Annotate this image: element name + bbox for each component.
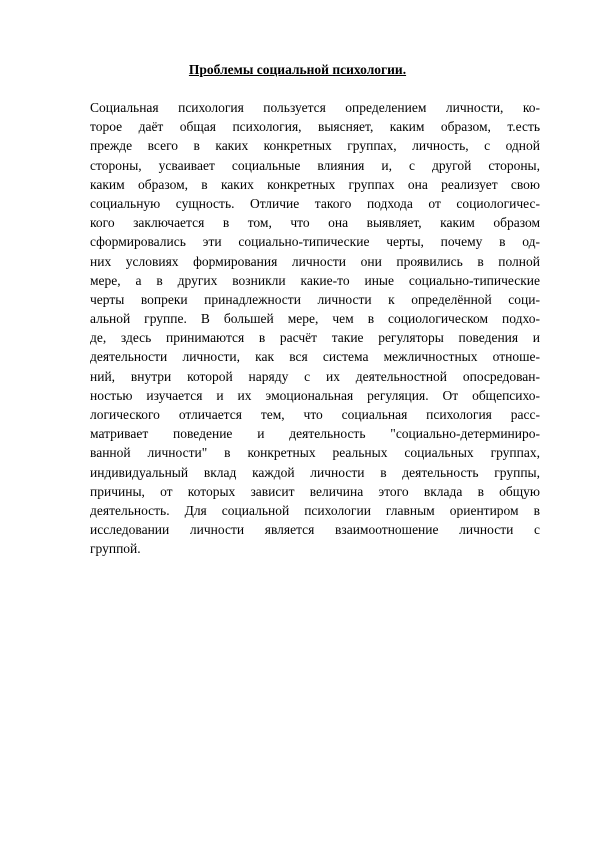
paragraph-line: матривает поведение и деятельность "социально-детерминиро- <box>90 426 540 442</box>
paragraph-line: группой. <box>90 541 141 557</box>
paragraph-line: мере, а в других возникли какие-то иные социально-типические <box>90 272 540 288</box>
paragraph-line: индивидуальный вклад каждой личности в деятельность группы, <box>90 464 540 480</box>
paragraph-line: де, здесь принимаются в расчёт такие регуляторы поведения и <box>90 330 540 346</box>
body-paragraph <box>90 98 540 559</box>
paragraph-line: ванной личности" в конкретных реальных социальных группах, <box>90 445 540 461</box>
page-title: Проблемы социальной психологии. <box>188 62 407 77</box>
paragraph-line: деятельность. Для социальной психологии главным ориентиром в <box>90 502 540 518</box>
paragraph-line: них условиях формирования личности они проявились в полной <box>90 253 540 269</box>
paragraph-line: ний, внутри которой наряду с их деятельностной опосредован- <box>90 368 540 384</box>
paragraph-line: ностью изучается и их эмоциональная регуляция. От общепсихо- <box>90 387 540 403</box>
paragraph-line: Социальная психология пользуется определением личности, ко- <box>90 100 540 115</box>
paragraph-line: деятельности личности, как вся система межличностных отноше- <box>90 349 540 365</box>
paragraph-line: исследовании личности является взаимоотношение личности с <box>90 522 540 538</box>
paragraph-line: прежде всего в каких конкретных группах, личность, с одной <box>90 138 540 154</box>
paragraph-line: сформировались эти социально-типические черты, почему в од- <box>90 234 540 250</box>
paragraph-line: кого заключается в том, что она выявляет, каким образом <box>90 215 540 231</box>
paragraph-line: торое даёт общая психология, выясняет, каким образом, т.есть <box>90 119 540 135</box>
paragraph-line: стороны, усваивает социальные влияния и, с другой стороны, <box>90 157 540 173</box>
paragraph-line: логического отличается тем, что социальная психология расс- <box>90 407 540 422</box>
paragraph-line: черты вопреки принадлежности личности к определённой соци- <box>90 291 540 307</box>
paragraph-line: альной группе. В большей мере, чем в социологическом подхо- <box>90 311 540 327</box>
paragraph-line: социальную сущность. Отличие такого подхода от социологичес- <box>90 195 540 211</box>
paragraph-line: каким образом, в каких конкретных группах она реализует свою <box>90 176 540 192</box>
paragraph-line: причины, от которых зависит величина этого вклада в общую <box>90 483 540 499</box>
